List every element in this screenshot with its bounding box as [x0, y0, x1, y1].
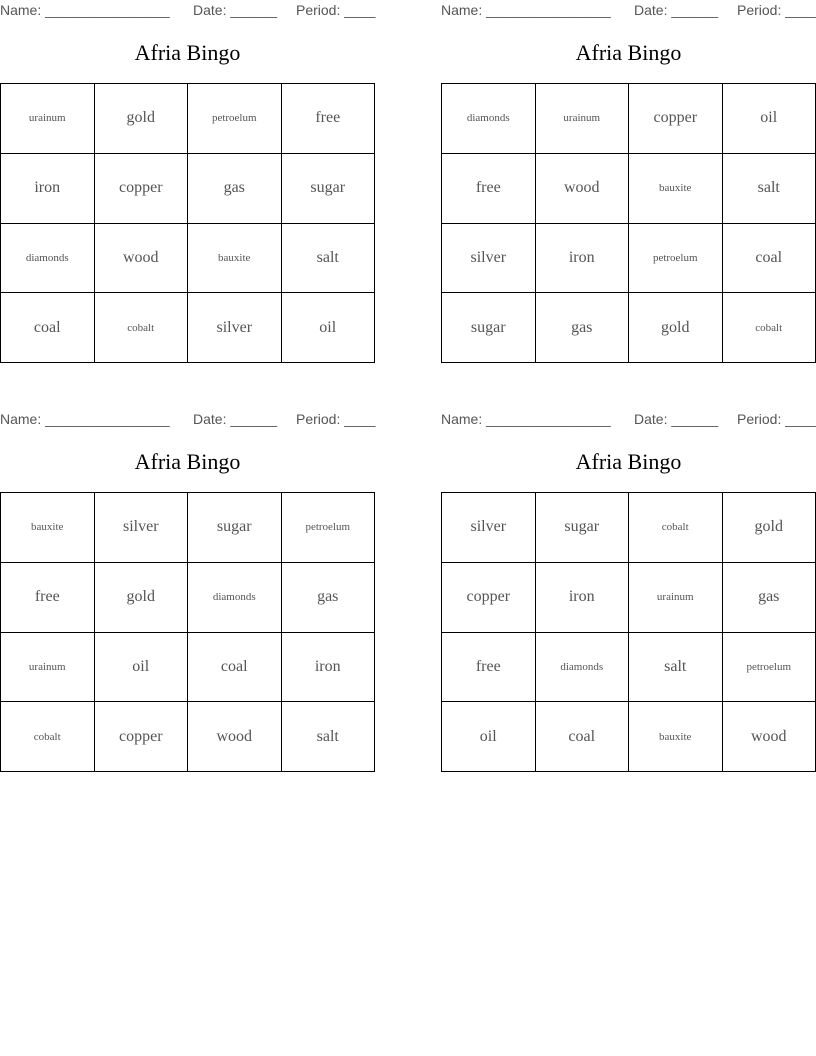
bingo-cell: oil — [95, 633, 189, 703]
card-title: Afria Bingo — [134, 449, 241, 474]
card-title: Afria Bingo — [575, 40, 682, 65]
bingo-cell: petroelum — [282, 493, 376, 563]
bingo-cell: iron — [282, 633, 376, 703]
bingo-cell: sugar — [282, 154, 376, 224]
bingo-cell: sugar — [536, 493, 630, 563]
period-field: Period: ____ — [296, 411, 376, 427]
bingo-cell: iron — [536, 563, 630, 633]
bingo-cell: gas — [536, 293, 630, 363]
bingo-cell: urainum — [1, 633, 95, 703]
name-field: Name: ________________ — [441, 2, 611, 18]
bingo-grid — [0, 83, 375, 363]
bingo-cell: oil — [442, 702, 536, 772]
bingo-cell: copper — [442, 563, 536, 633]
bingo-cell: free — [1, 563, 95, 633]
student-info-header — [0, 2, 375, 20]
bingo-cell: diamonds — [442, 84, 536, 154]
bingo-cell: coal — [536, 702, 630, 772]
bingo-cell: urainum — [536, 84, 630, 154]
bingo-cell: petroelum — [723, 633, 816, 703]
bingo-cell: wood — [723, 702, 816, 772]
bingo-cell: diamonds — [1, 224, 95, 294]
bingo-cell: urainum — [1, 84, 95, 154]
card-title: Afria Bingo — [575, 449, 682, 474]
bingo-cell: salt — [723, 154, 816, 224]
bingo-cell: gas — [282, 563, 376, 633]
student-info-header — [0, 411, 375, 429]
bingo-cell: bauxite — [629, 154, 723, 224]
bingo-cell: silver — [188, 293, 282, 363]
bingo-cell: copper — [95, 702, 189, 772]
bingo-cell: wood — [536, 154, 630, 224]
card-title: Afria Bingo — [134, 40, 241, 65]
bingo-cell: free — [442, 154, 536, 224]
bingo-grid — [441, 83, 816, 363]
bingo-cell: iron — [1, 154, 95, 224]
bingo-cell: salt — [282, 702, 376, 772]
bingo-cell: free — [442, 633, 536, 703]
period-field: Period: ____ — [737, 411, 816, 427]
bingo-cell: wood — [95, 224, 189, 294]
date-field: Date: ______ — [193, 2, 278, 18]
date-field: Date: ______ — [634, 411, 719, 427]
bingo-cell: cobalt — [1, 702, 95, 772]
bingo-cell: iron — [536, 224, 630, 294]
bingo-grid — [0, 492, 375, 772]
bingo-card-4 — [441, 409, 816, 782]
bingo-cell: bauxite — [1, 493, 95, 563]
bingo-cell: copper — [629, 84, 723, 154]
bingo-cell: bauxite — [188, 224, 282, 294]
period-field: Period: ____ — [737, 2, 816, 18]
student-info-header — [441, 411, 816, 429]
bingo-cell: gas — [188, 154, 282, 224]
bingo-card-1 — [0, 0, 375, 373]
bingo-cell: coal — [723, 224, 816, 294]
bingo-cell: silver — [442, 493, 536, 563]
bingo-cell: coal — [188, 633, 282, 703]
bingo-cell: wood — [188, 702, 282, 772]
name-field: Name: ________________ — [0, 411, 170, 427]
bingo-cell: sugar — [442, 293, 536, 363]
bingo-cell: free — [282, 84, 376, 154]
period-field: Period: ____ — [296, 2, 376, 18]
bingo-cell: diamonds — [188, 563, 282, 633]
bingo-card-2 — [441, 0, 816, 373]
bingo-grid — [441, 492, 816, 772]
bingo-cell: sugar — [188, 493, 282, 563]
bingo-cell: gold — [723, 493, 816, 563]
bingo-cell: gas — [723, 563, 816, 633]
bingo-cell: gold — [629, 293, 723, 363]
date-field: Date: ______ — [193, 411, 278, 427]
date-field: Date: ______ — [634, 2, 719, 18]
bingo-cell: oil — [282, 293, 376, 363]
student-info-header — [441, 2, 816, 20]
name-field: Name: ________________ — [441, 411, 611, 427]
bingo-cell: petroelum — [188, 84, 282, 154]
bingo-cell: petroelum — [629, 224, 723, 294]
bingo-cell: salt — [282, 224, 376, 294]
bingo-cell: cobalt — [723, 293, 816, 363]
bingo-cell: copper — [95, 154, 189, 224]
bingo-cell: gold — [95, 563, 189, 633]
bingo-cell: silver — [442, 224, 536, 294]
bingo-cell: bauxite — [629, 702, 723, 772]
bingo-cell: coal — [1, 293, 95, 363]
bingo-cell: gold — [95, 84, 189, 154]
bingo-cell: cobalt — [629, 493, 723, 563]
bingo-cell: silver — [95, 493, 189, 563]
bingo-card-3 — [0, 409, 375, 782]
bingo-cell: diamonds — [536, 633, 630, 703]
name-field: Name: ________________ — [0, 2, 170, 18]
bingo-cell: oil — [723, 84, 816, 154]
bingo-cell: salt — [629, 633, 723, 703]
bingo-cell: cobalt — [95, 293, 189, 363]
bingo-cell: urainum — [629, 563, 723, 633]
